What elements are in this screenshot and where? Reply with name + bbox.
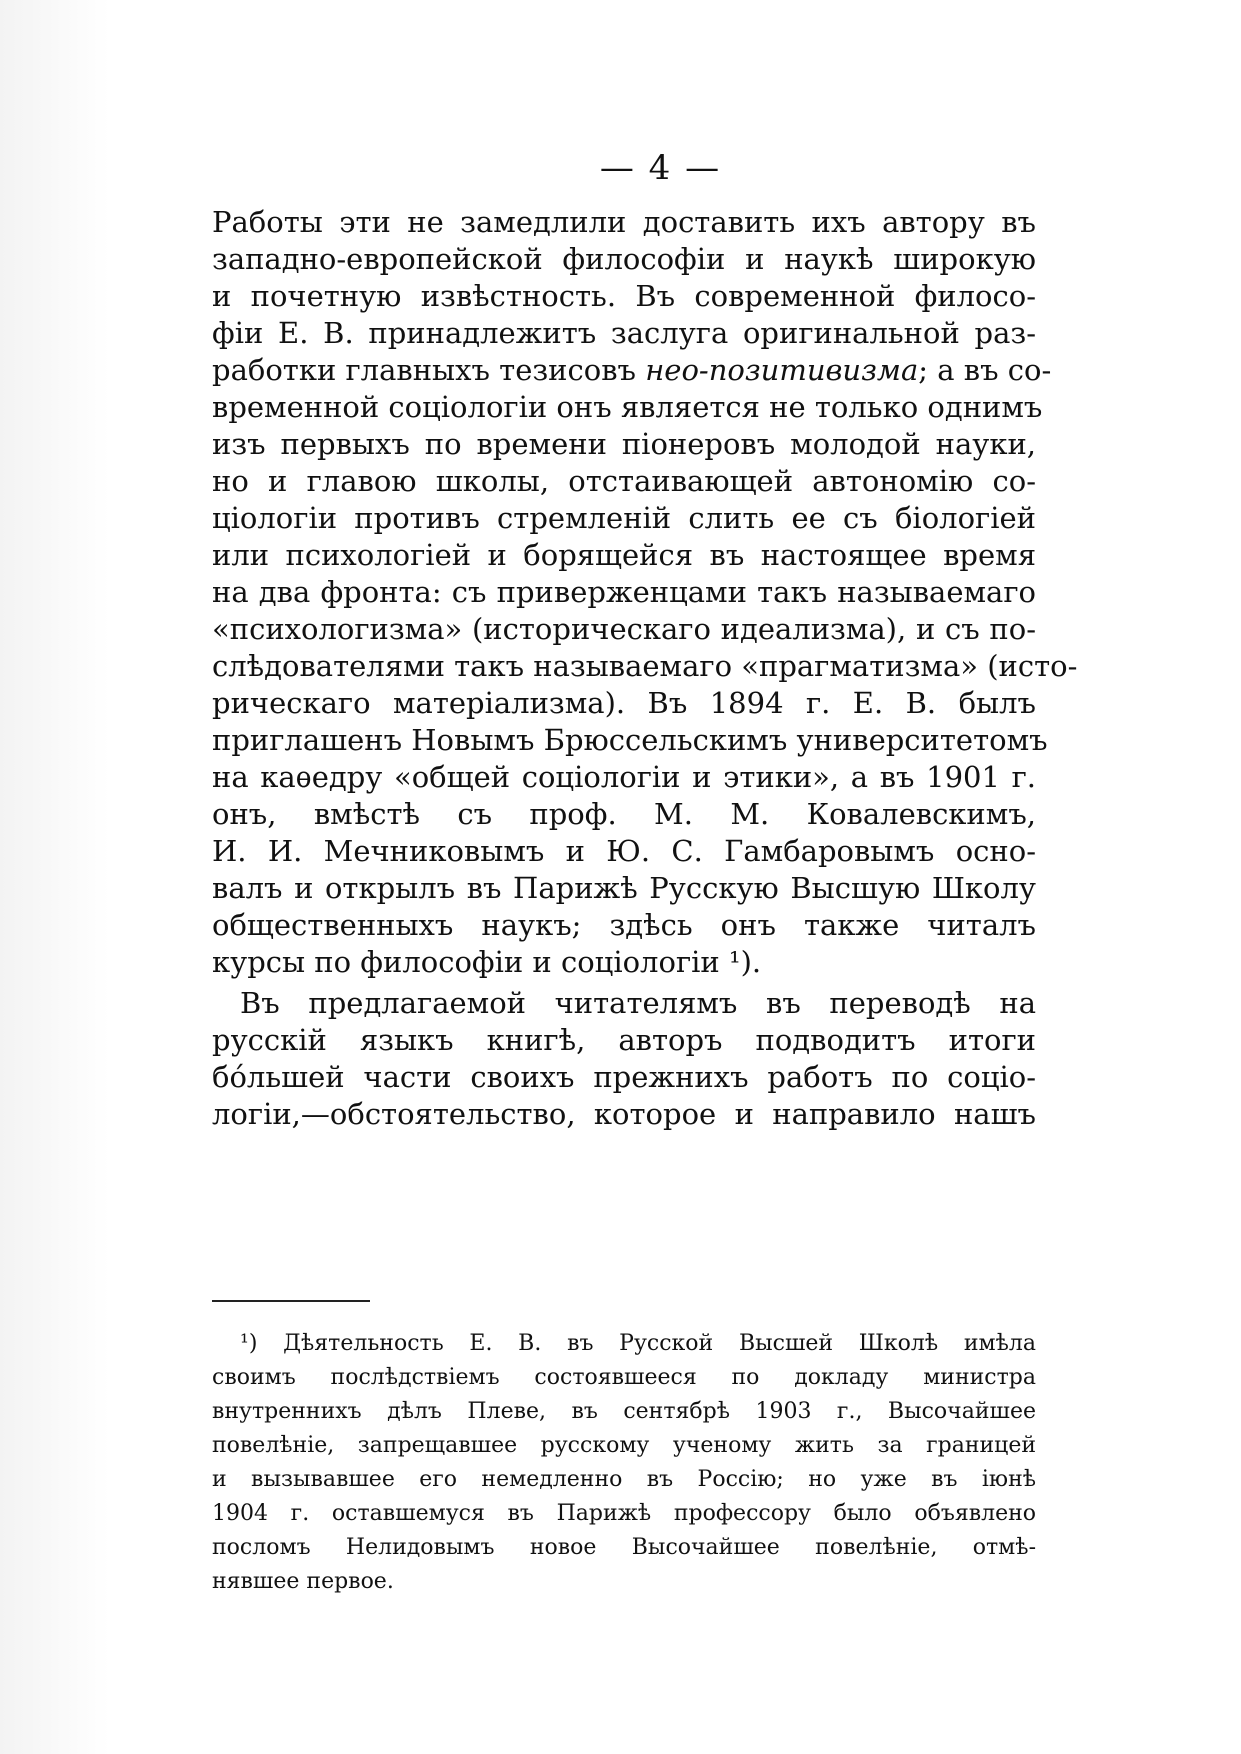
body-line: западно-европейской философіи и наукѣ широкую (212, 242, 1036, 276)
body-line: Работы эти не замедлили доставить ихъ автору въ (212, 205, 1036, 239)
body-line: на каѳедру «общей соціологіи и этики», а въ 1901 г. (212, 760, 1036, 794)
body-line: на два фронта: съ приверженцами такъ называемаго (212, 575, 1036, 609)
body-line: и почетную извѣстность. Въ современной филосо- (212, 279, 1036, 313)
page-number: — 4 — (599, 148, 722, 188)
body-line-text: ; а въ со- (918, 353, 1052, 387)
body-line-text: работки главныхъ тезисовъ (212, 353, 646, 387)
body-line: русскій языкъ книгѣ, авторъ подводитъ итоги (212, 1023, 1036, 1057)
body-line: «психологизма» (историческаго идеализма), и съ по- (212, 612, 1036, 646)
footnote-line: повелѣніе, запрещавшее русскому ученому жить за границей (212, 1433, 1036, 1458)
paragraph-start: Въ предлагаемой читателямъ въ переводѣ на (240, 986, 1036, 1020)
footnote-line: своимъ послѣдствіемъ состоявшееся по докладу министра (212, 1365, 1036, 1390)
body-line: курсы по философіи и соціологіи ¹). (212, 945, 762, 979)
footnote-line: и вызывавшее его немедленно въ Россію; но уже въ іюнѣ (212, 1467, 1036, 1492)
body-line: слѣдователями такъ называемаго «прагматизма» (исто- (212, 649, 1078, 683)
body-line: изъ первыхъ по времени піонеровъ молодой науки, (212, 427, 1036, 461)
body-line: И. И. Мечниковымъ и Ю. С. Гамбаровымъ осно- (212, 834, 1036, 868)
footnote-line: нявшее первое. (212, 1569, 394, 1594)
body-line: временной соціологіи онъ является не только однимъ (212, 390, 1043, 424)
footnote-line: посломъ Нелидовымъ новое Высочайшее повелѣніе, отмѣ- (212, 1535, 1036, 1560)
footnote-line: 1904 г. оставшемуся въ Парижѣ профессору было объявлено (212, 1501, 1036, 1526)
footnote-line: ¹) Дѣятельность Е. В. въ Русской Высшей Школѣ имѣла (240, 1331, 1036, 1356)
body-line: но и главою школы, отстаивающей автономію со- (212, 464, 1036, 498)
scan-shadow (0, 0, 110, 1754)
body-line: ціологіи противъ стремленій слить ее съ біологіей (212, 501, 1036, 535)
body-line: онъ, вмѣстѣ съ проф. М. М. Ковалевскимъ, (212, 797, 1036, 831)
footnote-separator (212, 1300, 370, 1302)
footnote-line: внутреннихъ дѣлъ Плеве, въ сентябрѣ 1903 г., Высочайшее (212, 1399, 1036, 1424)
body-line (212, 350, 1052, 390)
body-line: бóльшей части своихъ прежнихъ работъ по соціо- (212, 1060, 1036, 1094)
body-line: или психологіей и борящейся въ настоящее время (212, 538, 1036, 572)
body-line: логіи,—обстоятельство, которое и направило нашъ (212, 1097, 1036, 1131)
body-line: приглашенъ Новымъ Брюссельскимъ университетомъ (212, 723, 1048, 757)
body-line: рическаго матеріализма). Въ 1894 г. Е. В. былъ (212, 686, 1036, 720)
body-line: общественныхъ наукъ; здѣсь онъ также читалъ (212, 908, 1036, 942)
body-line: фіи Е. В. принадлежитъ заслуга оригинальной раз- (212, 316, 1036, 350)
italic-term: нео-позитивизма (645, 353, 919, 387)
body-line: валъ и открылъ въ Парижѣ Русскую Высшую Школу (212, 871, 1036, 905)
